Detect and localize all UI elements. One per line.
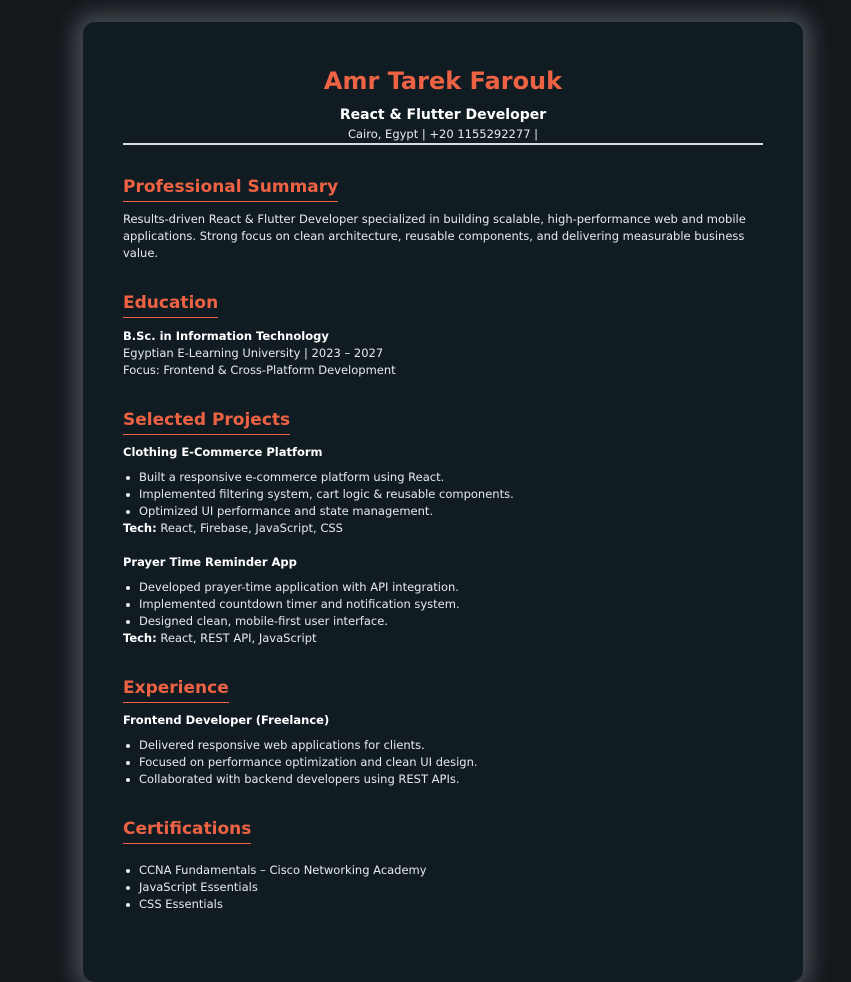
summary-section [123,176,763,262]
project-tech [123,520,763,537]
experience-bullets [123,737,763,788]
section-title-education: Education [123,292,218,318]
tech-label: Tech: [123,631,157,645]
projects-section [123,409,763,647]
job-title: React & Flutter Developer [339,107,547,123]
project-title: Prayer Time Reminder App [123,555,297,569]
project-bullets [123,469,763,520]
summary-text: Results-driven React & Flutter Developer specialized in building scalable, high-performance web and mobile applications. Strong focus on clean architecture, reusable components, and delivering measurable business value. [123,212,746,260]
list-item: Designed clean, mobile-first user interface. [139,613,763,630]
degree: B.Sc. in Information Technology [123,329,329,343]
project-title: Clothing E-Commerce Platform [123,445,323,459]
list-item: Built a responsive e-commerce platform using React. [139,469,763,486]
list-item: Collaborated with backend developers using REST APIs. [139,771,763,788]
education-section [123,292,763,379]
list-item: Developed prayer-time application with API integration. [139,579,763,596]
project-tech [123,630,763,647]
section-title-summary: Professional Summary [123,176,338,202]
experience-role: Frontend Developer (Freelance) [123,713,330,727]
education-focus: Focus: Frontend & Cross-Platform Development [123,363,396,377]
project-bullets [123,579,763,630]
contact-info: Cairo, Egypt | +20 1155292277 | [347,127,539,141]
list-item: Delivered responsive web applications for clients. [139,737,763,754]
tech-list: React, REST API, JavaScript [160,631,317,645]
project-entry [123,554,763,647]
resume-header [123,66,763,145]
candidate-name: Amr Tarek Farouk [323,67,563,95]
list-item: Implemented filtering system, cart logic & reusable components. [139,486,763,503]
tech-label: Tech: [123,521,157,535]
section-title-certifications: Certifications [123,818,251,844]
certifications-section [123,818,763,913]
list-item: CCNA Fundamentals – Cisco Networking Academy [139,862,763,879]
tech-list: React, Firebase, JavaScript, CSS [160,521,343,535]
resume-page [83,22,803,982]
list-item: Focused on performance optimization and clean UI design. [139,754,763,771]
experience-section [123,677,763,788]
certification-list [123,862,763,913]
section-title-projects: Selected Projects [123,409,290,435]
list-item: JavaScript Essentials [139,879,763,896]
list-item: Implemented countdown timer and notification system. [139,596,763,613]
list-item: Optimized UI performance and state management. [139,503,763,520]
list-item: CSS Essentials [139,896,763,913]
section-title-experience: Experience [123,677,229,703]
project-entry [123,444,763,537]
school: Egyptian E-Learning University | 2023 – 2027 [123,346,384,360]
education-entry [123,328,763,379]
